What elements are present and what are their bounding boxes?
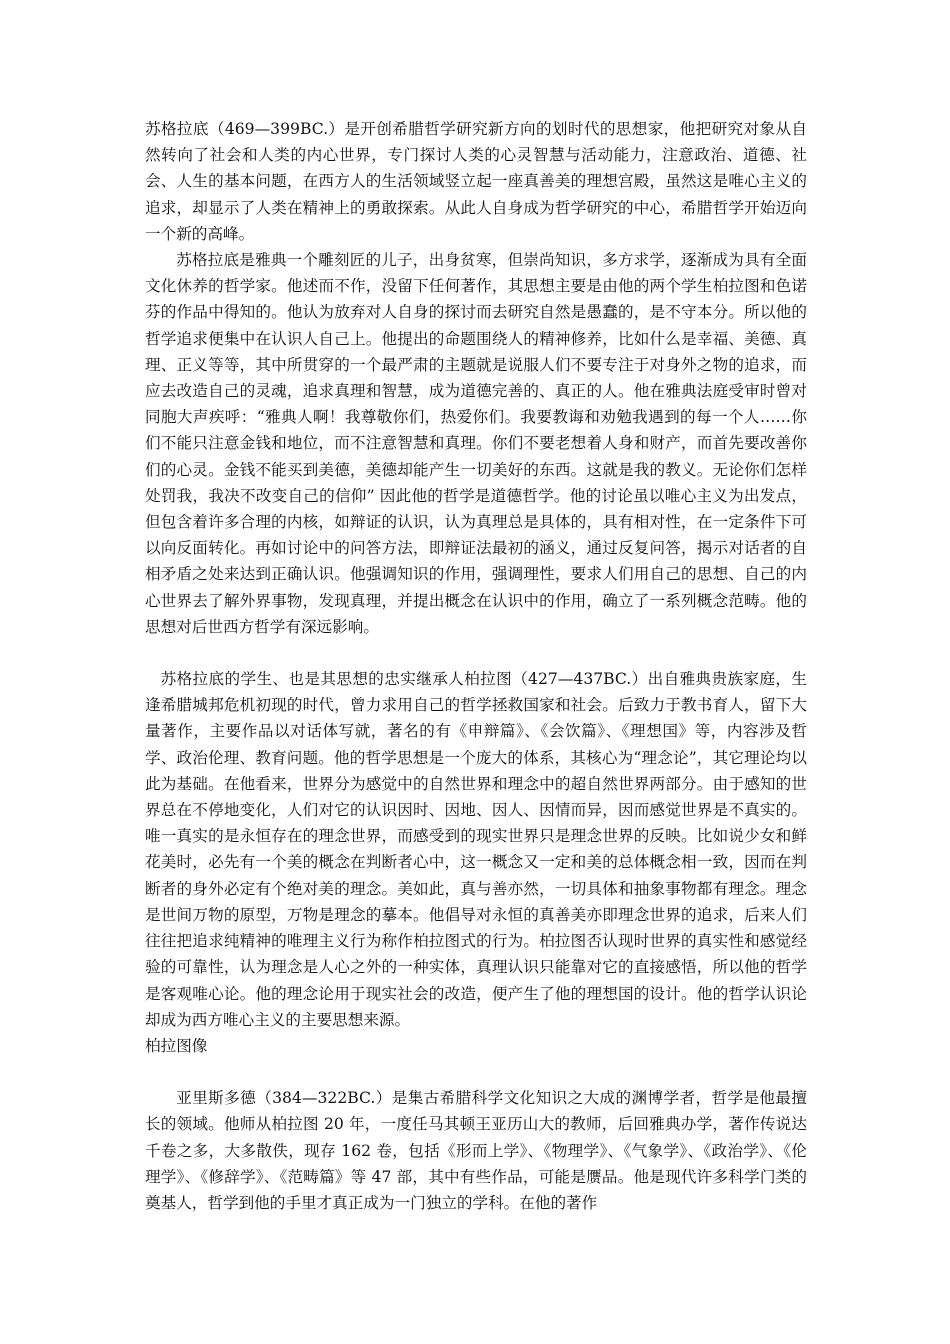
document-page	[145, 116, 807, 1216]
paragraph-plato: 苏格拉底的学生、也是其思想的忠实继承人柏拉图（427—437BC.）出自雅典贵族家庭，生逢希腊城邦危机初现的时代，曾力求用自己的哲学拯救国家和社会。后致力于教书育人，留下大量著作，主要作品以对话体写就，著名的有《申辩篇》、《会饮篇》、《理想国》等，内容涉及哲学、政治伦理、教育问题。他的哲学思想是一个庞大的体系，其核心为“理念论”，其它理论均以此为基础。在他看来，世界分为感觉中的自然世界和理念中的超自然世界两部分。由于感知的世界总在不停地变化，人们对它的认识因时、因地、因人、因情而异，因而感觉世界是不真实的。唯一真实的是永恒存在的理念世界，而感受到的现实世界只是理念世界的反映。比如说少女和鲜花美时，必先有一个美的概念在判断者心中，这一概念又一定和美的总体概念相一致，因而在判断者的身外必定有个绝对美的理念。美如此，真与善亦然，一切具体和抽象事物都有理念。理念是世间万物的原型，万物是理念的摹本。他倡导对永恒的真善美亦即理念世界的追求，后来人们往往把追求纯精神的唯理主义行为称作柏拉图式的行为。柏拉图否认现时世界的真实性和感觉经验的可靠性，认为理念是人心之外的一种实体，真理认识只能靠对它的直接感悟，所以他的哲学是客观唯心论。他的理念论用于现实社会的改造，便产生了他的理想国的设计。他的哲学认识论却成为西方唯心主义的主要思想来源。	[145, 670, 807, 1029]
paragraph-spacer	[145, 640, 807, 666]
paragraph-aristotle: 亚里斯多德（384—322BC.）是集古希腊科学文化知识之大成的渊博学者，哲学是他最擅长的领域。他师从柏拉图 20 年，一度任马其顿王亚历山大的教师，后回雅典办学，著作传说达千卷之多，大多散佚，现存 162 卷，包括《形而上学》、《物理学》、《气象学》、《政治学》、《伦理学》、《修辞学》、《范畴篇》等 47 部，其中有些作品，可能是赝品。他是现代许多科学门类的奠基人，哲学到他的手里才真正成为一门独立的学科。在他的著作	[145, 1089, 807, 1212]
paragraph-socrates-life: 苏格拉底是雅典一个雕刻匠的儿子，出身贫寒，但崇尚知识，多方求学，逐渐成为具有全面文化休养的哲学家。他述而不作，没留下任何著作，其思想主要是由他的两个学生柏拉图和色诺芬的作品中得知的。他认为放弃对人自身的探讨而去研究自然是愚蠢的，是不守本分。所以他的哲学追求便集中在认识人自己上。他提出的命题围绕人的精神修养，比如什么是幸福、美德、真理、正义等等，其中所贯穿的一个最严肃的主题就是说服人们不要专注于对身外之物的追求，而应去改造自己的灵魂，追求真理和智慧，成为道德完善的、真正的人。他在雅典法庭受审时曾对同胞大声疾呼：“雅典人啊！我尊敬你们，热爱你们。我要教诲和劝勉我遇到的每一个人……你们不能只注意金钱和地位，而不注意智慧和真理。你们不要老想着人身和财产，而首先要改善你们的心灵。金钱不能买到美德，美德却能产生一切美好的东西。这就是我的教义。无论你们怎样处罚我，我决不改变自己的信仰” 因此他的哲学是道德哲学。他的讨论虽以唯心主义为出发点，但包含着许多合理的内核，如辩证的认识，认为真理总是具体的，具有相对性，在一定条件下可以向反面转化。再如讨论中的问答方法，即辩证法最初的涵义，通过反复问答，揭示对话者的自相矛盾之处来达到正确认识。他强调知识的作用，强调理性，要求人们用自己的思想、自己的内心世界去了解外界事物，发现真理，并提出概念在认识中的作用，确立了一系列概念范畴。他的思想对后世西方哲学有深远影响。	[145, 251, 807, 636]
paragraph-spacer	[145, 1059, 807, 1085]
plato-image-caption: 柏拉图像	[145, 1036, 208, 1055]
paragraph-socrates-intro: 苏格拉底（469—399BC.）是开创希腊哲学研究新方向的划时代的思想家，他把研究对象从自然转向了社会和人类的内心世界，专门探讨人类的心灵智慧与活动能力，注意政治、道德、社会、人生的基本问题，在西方人的生活领域竖立起一座真善美的理想宫殿，虽然这是唯心主义的追求，却显示了人类在精神上的勇敢探索。从此人自身成为哲学研究的中心，希腊哲学开始迈向一个新的高峰。	[145, 120, 807, 243]
